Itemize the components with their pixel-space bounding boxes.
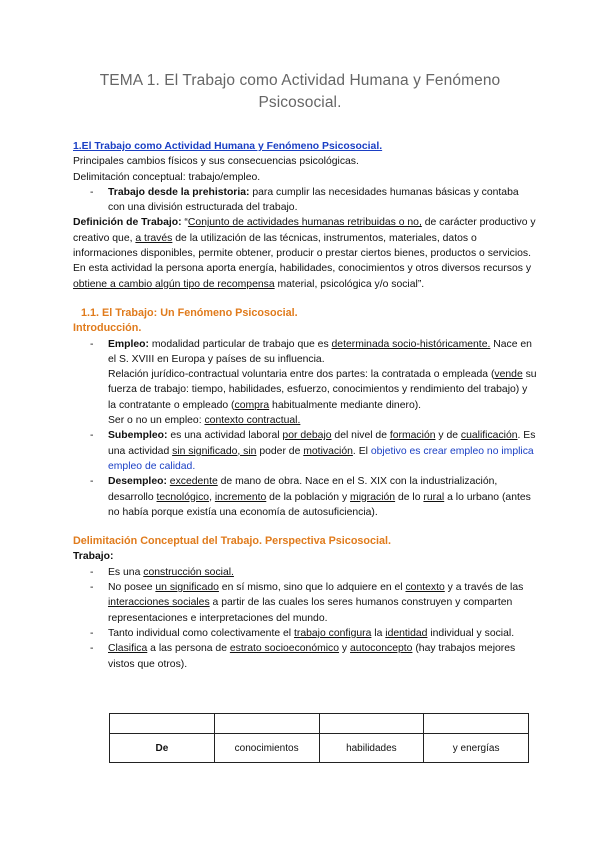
list-item — [108, 565, 537, 580]
text-span: de carácter productivo y creativo que, — [73, 217, 536, 244]
underlined-text: obtiene a cambio algún tipo de recompensa — [73, 278, 275, 290]
table-cell — [424, 714, 529, 734]
table-cell: y energías — [424, 734, 529, 763]
text-span: del nivel de — [331, 430, 390, 442]
text-span: . Es una actividad — [108, 430, 536, 457]
text-span: Es una — [108, 566, 144, 578]
underlined-text: motivación — [303, 445, 353, 457]
text-span: (hay trabajos mejores vistos que otros). — [108, 643, 516, 670]
subheading-intro: Introducción. — [73, 322, 142, 335]
text-span: la — [371, 627, 386, 639]
list-item — [108, 185, 537, 216]
underlined-text: contexto — [405, 582, 445, 594]
underlined-text: migración — [350, 491, 396, 503]
list-item — [108, 641, 537, 672]
underlined-text: excedente — [169, 476, 218, 488]
text-span: y a través de las — [444, 582, 524, 594]
underlined-text: formación — [389, 430, 436, 442]
text-span: Relación jurídico-contractual voluntaria entre dos partes: la contratada o empleada ( — [108, 369, 495, 381]
underlined-text: Clasifica — [108, 643, 148, 655]
text-span: individual y social. — [427, 627, 515, 639]
list-item-desempleo — [108, 474, 537, 520]
text-span: su fuerza de trabajo: tiempo, habilidades, esfuerzo, conocimientos y rendimiento del trabajo) y la contratante o empleado ( — [108, 369, 537, 411]
underlined-text: autoconcepto — [350, 643, 413, 655]
underlined-text: compra — [234, 399, 270, 411]
bold-term: Desempleo: — [108, 476, 167, 488]
underlined-text: a través — [135, 232, 173, 244]
table-cell: habilidades — [319, 734, 424, 763]
table-row — [110, 734, 529, 763]
text-span: es una actividad laboral — [167, 430, 283, 442]
underlined-text: vende — [494, 369, 523, 381]
text-span: modalidad particular de trabajo que es — [149, 338, 332, 350]
bold-term: Subempleo: — [108, 430, 168, 442]
underlined-text: incremento — [214, 491, 267, 503]
underlined-text: identidad — [385, 627, 428, 639]
text-span: a las persona de — [147, 643, 230, 655]
section-heading-2: Delimitación Conceptual del Trabajo. Perspectiva Psicosocial. — [73, 535, 392, 548]
text-span: de la utilización de las técnicas, instrumentos, materiales, datos o informaciones disponibles, permite obtener, producir o prestar ciertos bienes, productos o servicios. En esta actividad la persona aporta energía, habilidades, conocimientos y otros diversos recursos y — [73, 232, 532, 275]
underlined-text: trabajo configura — [293, 627, 372, 639]
text-span: Tanto individual como colectivamente el — [108, 627, 294, 639]
section-heading-1: 1.El Trabajo como Actividad Humana y Fenómeno Psicosocial. — [73, 141, 383, 152]
bold-term: Empleo: — [108, 338, 149, 350]
text-span: de mano de obra. Nace en el S. XIX con la industrialización, desarrollo — [108, 476, 498, 503]
text-line: Delimitación conceptual: trabajo/empleo. — [73, 171, 261, 183]
list-item-empleo — [108, 337, 537, 429]
table-cell: De — [110, 734, 215, 763]
bullet-list — [73, 185, 537, 216]
text-span: No posee — [108, 582, 156, 594]
text-span: de lo — [395, 491, 424, 503]
table-cell — [214, 714, 319, 734]
subheading-trabajo: Trabajo: — [73, 551, 114, 563]
text-span: “ — [181, 217, 188, 229]
table-cell: conocimientos — [214, 734, 319, 763]
text-span: habitualmente mediante dinero). — [269, 399, 422, 411]
text-line: Principales cambios físicos y sus consecuencias psicológicas. — [73, 156, 359, 168]
section-heading-1-1: 1.1. El Trabajo: Un Fenómeno Psicosocial. — [81, 306, 298, 319]
data-table — [109, 713, 529, 763]
document-body — [73, 139, 537, 672]
text-span: a partir de las cuales los seres humanos construyen y comparten representaciones e interpretaciones del mundo. — [108, 597, 513, 624]
underlined-text: cualificación — [460, 430, 518, 442]
text-span: y — [339, 643, 351, 655]
text-span: poder de — [256, 445, 304, 457]
list-item-subempleo — [108, 428, 537, 474]
table-cell — [110, 714, 215, 734]
underlined-text: tecnológico — [156, 491, 210, 503]
underlined-text: rural — [423, 491, 445, 503]
underlined-text: construcción social. — [143, 566, 234, 578]
bold-term: Definición de Trabajo: — [73, 217, 182, 229]
bullet-list — [73, 565, 537, 672]
underlined-text: sin significado, sin — [172, 445, 257, 457]
document-title: TEMA 1. El Trabajo como Actividad Humana y Fenómeno Psicosocial. — [99, 72, 501, 111]
definition-paragraph — [73, 215, 537, 291]
table-cell — [319, 714, 424, 734]
underlined-text: Conjunto de actividades humanas retribuidas o no, — [187, 217, 422, 229]
table-row — [110, 714, 529, 734]
text-span: a lo urbano (antes no había porque existía una economía de autosuficiencia). — [108, 491, 531, 518]
text-span: Ser o no un empleo: — [108, 415, 205, 427]
underlined-text: contexto contractual. — [204, 415, 301, 427]
text-span: material, psicológica y/o social”. — [274, 278, 425, 290]
text-span: . El — [352, 445, 371, 457]
text-span: en sí mismo, sino que lo adquiere en el — [218, 582, 406, 594]
highlighted-text: objetivo es crear empleo no implica empleo de calidad. — [108, 445, 534, 472]
underlined-text: por debajo — [282, 430, 332, 442]
text-span: de la población y — [266, 491, 351, 503]
bold-term: Trabajo desde la prehistoria: — [108, 186, 250, 198]
underlined-text: interacciones sociales — [108, 597, 210, 609]
list-item — [108, 626, 537, 641]
text-span: Nace en el S. XVIII en Europa y países de su influencia. — [108, 338, 532, 365]
underlined-text: un significado — [155, 582, 219, 594]
list-item — [108, 580, 537, 626]
underlined-text: determinada socio-históricamente. — [331, 338, 491, 350]
text-span: , — [209, 491, 215, 503]
text-span: y de — [435, 430, 461, 442]
bullet-list — [73, 337, 537, 521]
text-span: para cumplir las necesidades humanas básicas y contaba con una división estructurada del trabajo. — [108, 186, 519, 214]
underlined-text: estrato socioeconómico — [229, 643, 340, 655]
